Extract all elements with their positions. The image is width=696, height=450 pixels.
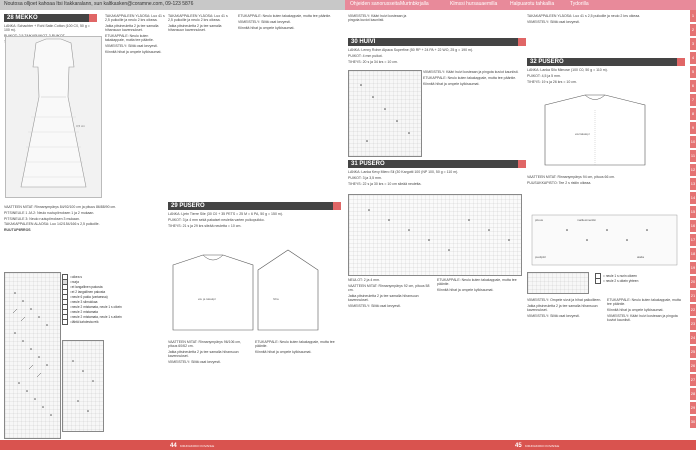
l4-line1: ETUKAPPALE: Neulo kuten takakappale, mutta tee pääntie.: [238, 14, 332, 18]
p31-line1: LANKA: Lanka Kevy Miero Sil (30 Kargotti 100 (NP 100, 50 g = 110 m).: [348, 170, 459, 174]
pullover-col-2: [255, 340, 338, 440]
knit-chart-1: [4, 272, 61, 439]
footer-right-text: KIRJOAKOKO KOVANLE: [525, 444, 560, 448]
section-header-29: [168, 202, 341, 210]
right-nav-3[interactable]: Klmssi hursauaemilla: [450, 1, 498, 7]
right-nav-1[interactable]: Ohjeiden sanorusseita: [350, 1, 400, 7]
dress-icon: [6, 37, 101, 197]
scarf-specs: [348, 48, 523, 68]
right-legend: [595, 273, 685, 283]
l1-line5: PITSINEULE 1 JA 2: Neulo ruutupiirroksen 1 ja 2 mukaan.: [4, 210, 95, 215]
p31c1-line3: Jatka pitsineuletta 2 ja tee samalla hihansuun kavennukset.: [348, 293, 419, 303]
l3-line1: TAKAKAPPALEEN YLÄOSA: Luo 41 s 2,5 puikoille ja neulo 2 krs oikeaa.: [168, 14, 228, 23]
pc1-line3: VIIMEISTELY: Silitä osat kevyesti.: [168, 360, 221, 365]
page-tab[interactable]: 17: [690, 234, 696, 246]
p32c1-line1: VIIMEISTELY: Ompele sivut ja hihat paikoilleen.: [527, 298, 602, 302]
left-page: [0, 10, 345, 440]
svg-text:hiha: hiha: [273, 297, 279, 301]
diagram-label-1: pituus: [535, 218, 544, 222]
l1-line6: PITSINEULE 3: Neulo ruutupiirroksen 3 mukaan.: [4, 216, 80, 221]
pc2-line2: Kiinnitä hihat ja ompele kylkisaumat.: [255, 350, 312, 355]
page-tabs: [690, 10, 696, 440]
left-page-number: 44: [170, 443, 177, 449]
section-title-31: 31 PUSERO: [351, 161, 385, 167]
footer-left-text: KIRJOAKOKO KOVANLE: [180, 444, 215, 448]
p31c2-line1: ETUKAPPALE: Neulo kuten takakappale, mutta tee pääntie.: [437, 278, 517, 287]
p-line1: LANKA: Ljetn Tierre Sile (30 C0 + 35 PETS = 25 M = 6 PA, 50 g = 150 m).: [168, 212, 283, 216]
right-nav-2[interactable]: Murtnbkrjalla: [400, 1, 429, 7]
l1-line4: VAATTEEN MITAT: Rinnanympärys 84/92/100 cm ja pituus 86/88/90 cm.: [4, 205, 117, 209]
page-tab[interactable]: 28: [690, 388, 696, 400]
p31-line2: PUIKOT: 3 ja 3,5 mm.: [348, 175, 382, 180]
p32c1-line3: VIIMEISTELY: Silitä osat kevyesti.: [527, 313, 580, 318]
legend-label: =neule 2 mistamata: [70, 309, 98, 314]
section-title-30: 30 HUIVI: [351, 39, 376, 45]
p31c1-line1: NEULOT: 2 ja 4 mm.: [348, 278, 381, 282]
p32-line1: LANKA: Lanka Silo Mimose (100 C0, 50 g = 110 m).: [527, 68, 608, 72]
page-tab[interactable]: 20: [690, 276, 696, 288]
page-tab[interactable]: 18: [690, 248, 696, 260]
legend-label: =neule 3 silmukkaa: [70, 299, 98, 304]
svg-text:3,5 cm: 3,5 cm: [76, 124, 86, 128]
pusero32-col-1: [527, 298, 602, 438]
pusero31-chart-icon: [349, 195, 521, 275]
legend-box: [595, 278, 601, 284]
page-tab[interactable]: 12: [690, 164, 696, 176]
l1-line7: TAKAKAPPALEEN ALAOSA: Luo 142/154/166 s 2,5 puikoille.: [4, 222, 100, 227]
page-tab[interactable]: 8: [690, 108, 696, 120]
section-badge-icon: [518, 38, 526, 46]
l3-line2: Jatka pitsineuletta 2 ja tee samalla hihansuun kavennukset.: [168, 24, 222, 33]
scarf-chart: [348, 70, 422, 157]
pusero31-chart: [348, 194, 522, 276]
pusero32-specs2: [527, 175, 682, 210]
left-col-4: [238, 14, 338, 199]
legend-label: = neule 2 s oikein yhteen: [603, 278, 639, 283]
section-badge-icon: [89, 14, 97, 22]
legend-label: =neule 2 mistamata, neule 1 s oikein: [70, 304, 122, 309]
rt-line1: VIIMEISTELY: Kääri huivi kosteaan ja pingota kuviot kauniisti.: [348, 14, 407, 23]
page-tab[interactable]: 15: [690, 206, 696, 218]
page-tab[interactable]: 19: [690, 262, 696, 274]
top-bar: [0, 0, 696, 10]
page-tab[interactable]: 13: [690, 178, 696, 190]
l4-line2: VIIMEISTELY: Silitä osat kevyesti.: [238, 19, 291, 24]
page-tab[interactable]: 22: [690, 304, 696, 316]
pullover-schematic: [168, 240, 338, 335]
p31c2-line2: Kiinnitä hihat ja ompele kylkisaumat.: [437, 288, 494, 293]
page-tab[interactable]: 6: [690, 80, 696, 92]
legend-label: =lähtä kahdesta reik: [70, 319, 99, 324]
rrt-line1: TAKAKAPPALEEN YLÄOSA: Luo 41 s 2,5 puikoille ja neulo 2 krs oikeaa.: [527, 14, 641, 18]
p32c1-line2: Jatka pitsineuletta 2 ja tee samalla hihansuun kavennukset.: [527, 303, 598, 313]
section-header-31: [348, 160, 526, 168]
pusero32-col-2: [607, 298, 682, 438]
l4-line3: Kiinnitä hihat ja ompele kylkisaumat.: [238, 25, 295, 30]
pusero32-specs: [527, 68, 682, 88]
page-tab[interactable]: 24: [690, 332, 696, 344]
svg-text:etu ja takakpl: etu ja takakpl: [198, 297, 216, 301]
page-tab[interactable]: 27: [690, 374, 696, 386]
svg-text:etu/takakpl: etu/takakpl: [575, 132, 590, 136]
scarf-text: [423, 70, 523, 155]
page-tab[interactable]: 23: [690, 318, 696, 330]
legend-label: =ei 2 langallinen pakosta: [70, 289, 106, 294]
page-tab[interactable]: 25: [690, 346, 696, 358]
legend-label: =neule 2 mistamata, neule 1 s aikein: [70, 314, 122, 319]
section-header-28: [4, 14, 97, 22]
legend-label: = neule 1 s nurin oikeen: [603, 273, 637, 278]
l2-line4: VIIMEISTELY: Silitä osat kevyesti.: [105, 44, 158, 49]
p32c2-line3: VIIMEISTELY: Kääri huivi kosteaan ja pingota kuviot kauniisti.: [607, 313, 678, 323]
legend-label: =oikea s: [70, 274, 82, 279]
p-line3: TIHEYS: 21 s ja 29 krs sileää neuletta = 10 cm.: [168, 223, 242, 228]
p32-line2: PUIKOT: 4,5 ja 5 mm.: [527, 73, 561, 78]
left-col-2: [105, 14, 165, 199]
bottom-bar: [0, 440, 696, 450]
pusero32-measure-diagram: [527, 210, 682, 270]
sweater-schematic-icon: [168, 240, 338, 335]
l2-line5: Kiinnitä hihat ja ompele kylkisaumat.: [105, 50, 162, 55]
page-tab[interactable]: 4: [690, 52, 696, 64]
page-tab[interactable]: 14: [690, 192, 696, 204]
right-nav-5[interactable]: Tydorilla: [570, 1, 589, 7]
page-tab[interactable]: 30: [690, 416, 696, 428]
page-tab[interactable]: 21: [690, 290, 696, 302]
diagram-label-2: malliesimerkki: [577, 218, 596, 222]
left-header-text: Noutosa olljoet kahoaa Itsi Itakkaralann, sun kaltkasken@coramne.com, 09-123 5876: [4, 1, 194, 7]
p31c1-line4: VIIMEISTELY: Silitä osat kevyesti.: [348, 303, 401, 308]
section-badge-icon: [677, 58, 685, 66]
p-line2: PUIKOT: 3 ja 4 mm sekä pakaiset neuleita varten puikopuikko.: [168, 217, 265, 222]
s-line1: LANKA: Lenny Rohm Alpaca Superfine (50 RP + 24 PA + 22 WO, 25 g = 190 m).: [348, 48, 474, 52]
section-badge-icon: [333, 202, 341, 210]
pc1-line2: Jatka pitsineuletta 2 ja tee samalla hihansuun kavennukset.: [168, 350, 239, 359]
l1-line1: LANKA: Schachter + Rohl Satin Cotton (100 C0, 50 g = 100 m).: [4, 24, 90, 33]
l2-line2: Jatka pitsineuletta 2 ja tee samalla hihansuun kavennukset.: [105, 24, 159, 33]
s-line2: PUIKOT: 4 mm puikot.: [348, 53, 383, 58]
page-tab[interactable]: 16: [690, 220, 696, 232]
scarf-chart-icon: [349, 71, 421, 156]
st-line1: VIIMEISTELY: Kääri huivi kosteaan ja pingota kuviot kauniisti.: [423, 70, 519, 74]
l1-line8: RUUTUPIIRROS: [4, 228, 31, 233]
right-nav-4[interactable]: Halpuarotu tahkallia: [510, 1, 555, 7]
page-tab[interactable]: 2: [690, 24, 696, 36]
page-tab[interactable]: 7: [690, 94, 696, 106]
pusero32-schematic-icon: [535, 90, 675, 170]
diagram-label-3: puolipiiri: [535, 255, 547, 259]
r-col-top: [348, 14, 416, 34]
page-tab[interactable]: 11: [690, 150, 696, 162]
l2-line1: TAKAKAPPALEEN YLÄOSA: Luo 41 s 2,5 puikoille ja neulo 2 krs oikeaa.: [105, 14, 165, 23]
right-page: [345, 10, 690, 440]
measure-diagram-icon: [527, 210, 682, 270]
r-col-right-top: [527, 14, 682, 54]
section-header-32: [527, 58, 685, 66]
legend-label: =ei langallinen pakosta: [70, 284, 103, 289]
left-col-3: [168, 14, 233, 199]
l2-line3: ETUKAPPALE: Neulo kuten takakappale, mutta tee pääntie.: [105, 34, 154, 43]
knit-chart-2: [62, 340, 104, 432]
p31c1-line2: VAATTEEN MITAT: Rinnanympärys 92 cm, pituus 58 cm.: [348, 283, 430, 293]
pullover-specs: [168, 212, 338, 237]
s-line3: TIHEYS: 20 s ja 34 krs = 10 cm.: [348, 59, 398, 64]
section-title-28: 28 MEKKO: [7, 15, 38, 21]
pusero31-specs: [348, 170, 523, 192]
pc2-line1: ETUKAPPALE: Neulo kuten takakappale, mutta tee pääntie.: [255, 340, 335, 349]
section-title-32: 32 PUSERO: [530, 59, 564, 65]
chart-grid-2-icon: [63, 341, 103, 431]
chart-legend: [62, 274, 147, 324]
right-small-chart-icon: [528, 273, 588, 293]
left-col-1b: [4, 205, 164, 265]
p32c2-line2: Kiinnitä hihat ja ompele kylkisaumat.: [607, 308, 664, 313]
chart-grid-icon: [5, 273, 60, 438]
pc1-line1: VAATTEEN MITAT: Rinnanympärys 96/106 cm, pituus 60/62 cm.: [168, 340, 242, 349]
legend-label: =nurja: [70, 279, 79, 284]
pullover-col-1: [168, 340, 250, 440]
page-tab[interactable]: 10: [690, 136, 696, 148]
page-tab[interactable]: 9: [690, 122, 696, 134]
pusero32-schematic: [535, 90, 675, 170]
legend-label: =neule 6 pakia (vartaessa): [70, 294, 108, 299]
section-title-29: 29 PUSERO: [171, 203, 205, 209]
page-tab[interactable]: 5: [690, 66, 696, 78]
right-small-chart: [527, 272, 589, 294]
diagram-label-4: alalia: [637, 255, 645, 259]
right-page-number: 45: [515, 443, 522, 449]
page-tab[interactable]: 1: [690, 10, 696, 22]
pusero31-col-1: [348, 278, 433, 438]
legend-item-9: [62, 319, 147, 324]
section-header-30: [348, 38, 526, 46]
st-line2: ETUKAPPALE: Neulo kuten takakappale, mutta tee pääntie.: [423, 75, 517, 80]
p32-line5: PUUSUKKAPISTO: Tee 2 s ristiin oikeaa.: [527, 180, 592, 185]
p32-line3: TIHEYS: 19 s ja 26 krs = 10 cm.: [527, 79, 577, 84]
pusero31-col-2: [437, 278, 523, 438]
rrt-line2: VIIMEISTELY: Silitä osat kevyesti.: [527, 19, 580, 24]
p32-line4: VAATTEEN MITAT: Rinnanympärys 94 cm, pituus 66 cm.: [527, 175, 616, 179]
dress-illustration: [5, 36, 102, 198]
page-tab[interactable]: 3: [690, 38, 696, 50]
page-tab[interactable]: 26: [690, 360, 696, 372]
p31-line3: TIHEYS: 22 s ja 30 krs = 10 cm sileää neuletta.: [348, 181, 422, 186]
legend-box: [62, 319, 68, 325]
page-tab[interactable]: 29: [690, 402, 696, 414]
right-legend-item-1: [595, 278, 685, 283]
p32c2-line1: ETUKAPPALE: Neulo kuten takakappale, mutta tee pääntie.: [607, 298, 681, 307]
st-line3: Kiinnitä hihat ja ompele kylkisaumat.: [423, 81, 480, 86]
section-badge-icon: [518, 160, 526, 168]
